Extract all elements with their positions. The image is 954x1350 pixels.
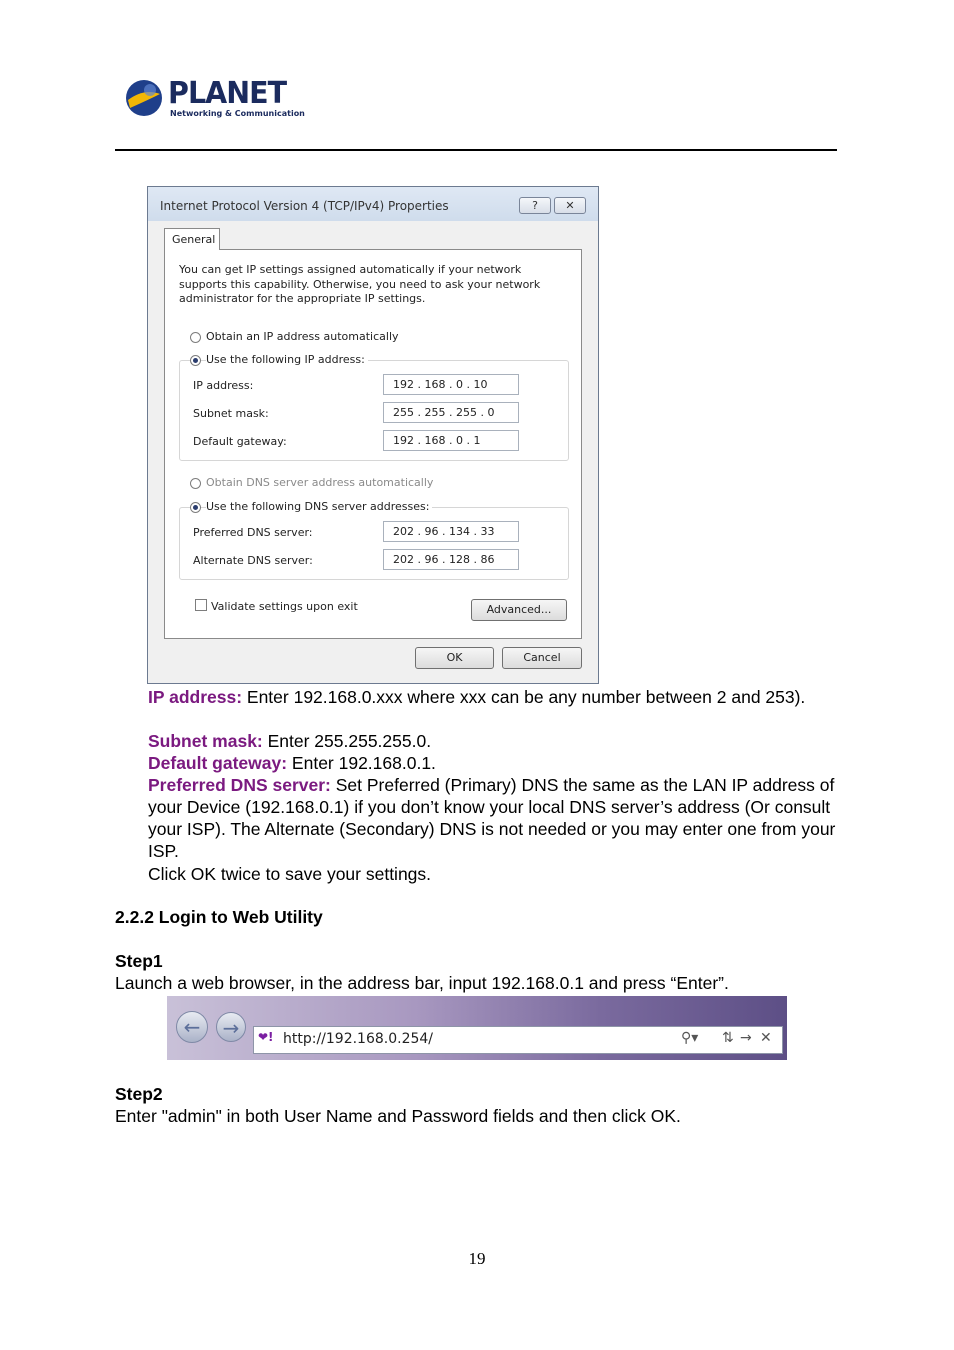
- default-gateway-field[interactable]: 192 . 168 . 0 . 1: [383, 430, 519, 451]
- search-icon[interactable]: ⚲▾: [681, 1030, 699, 1046]
- subnet-mask-label: Subnet mask:: [193, 407, 269, 420]
- alternate-dns-field[interactable]: 202 . 96 . 128 . 86: [383, 549, 519, 570]
- radio-manual-ip[interactable]: [190, 355, 201, 366]
- advanced-button[interactable]: Advanced...: [471, 599, 567, 621]
- preferred-dns-label: Preferred DNS server:: [193, 526, 313, 539]
- radio-auto-dns[interactable]: [190, 478, 201, 489]
- tab-general[interactable]: General: [164, 228, 220, 250]
- back-arrow-icon[interactable]: ←: [176, 1011, 208, 1043]
- validate-label: Validate settings upon exit: [211, 600, 358, 613]
- address-bar-url[interactable]: http://192.168.0.254/: [283, 1031, 434, 1047]
- click-ok-instruction: Click OK twice to save your settings.: [148, 864, 432, 884]
- radio-auto-ip[interactable]: [190, 332, 201, 343]
- dns-instruction-label: Preferred DNS server:: [148, 775, 331, 795]
- gateway-instruction-label: Default gateway:: [148, 753, 288, 773]
- step2-text: Enter "admin" in both User Name and Password fields and then click OK.: [115, 1106, 681, 1126]
- radio-auto-ip-label: Obtain an IP address automatically: [206, 330, 399, 343]
- ip-instruction: [148, 686, 838, 708]
- ip-address-label: IP address:: [193, 379, 254, 392]
- dns-instruction-text: Set Preferred (Primary) DNS the same as the LAN IP address of your Device (192.168.0.1) if you don’t know your local DNS server’s address (Or consult your ISP). The Alternate (Secondary) DNS is not needed or you may enter one from your ISP.: [148, 775, 836, 861]
- close-button[interactable]: ✕: [554, 197, 586, 214]
- step1-text: Launch a web browser, in the address bar, input 192.168.0.1 and press “Enter”.: [115, 973, 729, 993]
- ip-instruction-text: Enter 192.168.0.xxx where xxx can be any number between 2 and 253).: [242, 687, 806, 707]
- preferred-dns-field[interactable]: 202 . 96 . 134 . 33: [383, 521, 519, 542]
- radio-auto-dns-label: Obtain DNS server address automatically: [206, 476, 434, 489]
- planet-logo-icon: [124, 78, 164, 118]
- subnet-mask-field[interactable]: 255 . 255 . 255 . 0: [383, 402, 519, 423]
- compat-view-icon[interactable]: ⇅: [722, 1030, 734, 1046]
- refresh-icon[interactable]: →: [740, 1030, 752, 1046]
- subnet-instruction-text: Enter 255.255.255.0.: [262, 731, 432, 751]
- subnet-instruction: [148, 730, 838, 752]
- radio-manual-dns[interactable]: [190, 502, 201, 513]
- section-heading: 2.2.2 Login to Web Utility: [115, 907, 323, 927]
- step1-title: Step1: [115, 951, 163, 971]
- page-number: 19: [468, 1249, 486, 1268]
- tcpip-properties-dialog: [147, 186, 599, 684]
- alternate-dns-label: Alternate DNS server:: [193, 554, 313, 567]
- dialog-intro-text: You can get IP settings assigned automatically if your network supports this capability. Otherwise, you need to ask your network administrator for the appropriate IP settings.: [179, 263, 541, 305]
- cancel-button[interactable]: Cancel: [502, 647, 582, 669]
- brand-name: PLANET: [168, 76, 287, 111]
- brand-tagline: Networking & Communication: [170, 109, 305, 118]
- header-divider: [115, 149, 837, 151]
- dns-instruction: [148, 774, 838, 862]
- radio-manual-dns-label: Use the following DNS server addresses:: [206, 500, 432, 513]
- dialog-title: Internet Protocol Version 4 (TCP/IPv4) Properties: [160, 199, 449, 213]
- radio-manual-ip-label: Use the following IP address:: [206, 353, 368, 366]
- ip-address-field[interactable]: 192 . 168 . 0 . 10: [383, 374, 519, 395]
- validate-checkbox[interactable]: [195, 599, 207, 611]
- forward-arrow-icon[interactable]: →: [216, 1012, 246, 1042]
- site-favicon-icon: ❤!: [258, 1030, 274, 1044]
- stop-icon[interactable]: ✕: [760, 1030, 772, 1046]
- step2-title: Step2: [115, 1084, 163, 1104]
- gateway-instruction-text: Enter 192.168.0.1.: [287, 753, 436, 773]
- default-gateway-label: Default gateway:: [193, 435, 287, 448]
- help-button[interactable]: ?: [519, 197, 551, 214]
- subnet-instruction-label: Subnet mask:: [148, 731, 263, 751]
- ip-instruction-label: IP address:: [148, 687, 243, 707]
- gateway-instruction: [148, 752, 838, 774]
- ok-button[interactable]: OK: [415, 647, 494, 669]
